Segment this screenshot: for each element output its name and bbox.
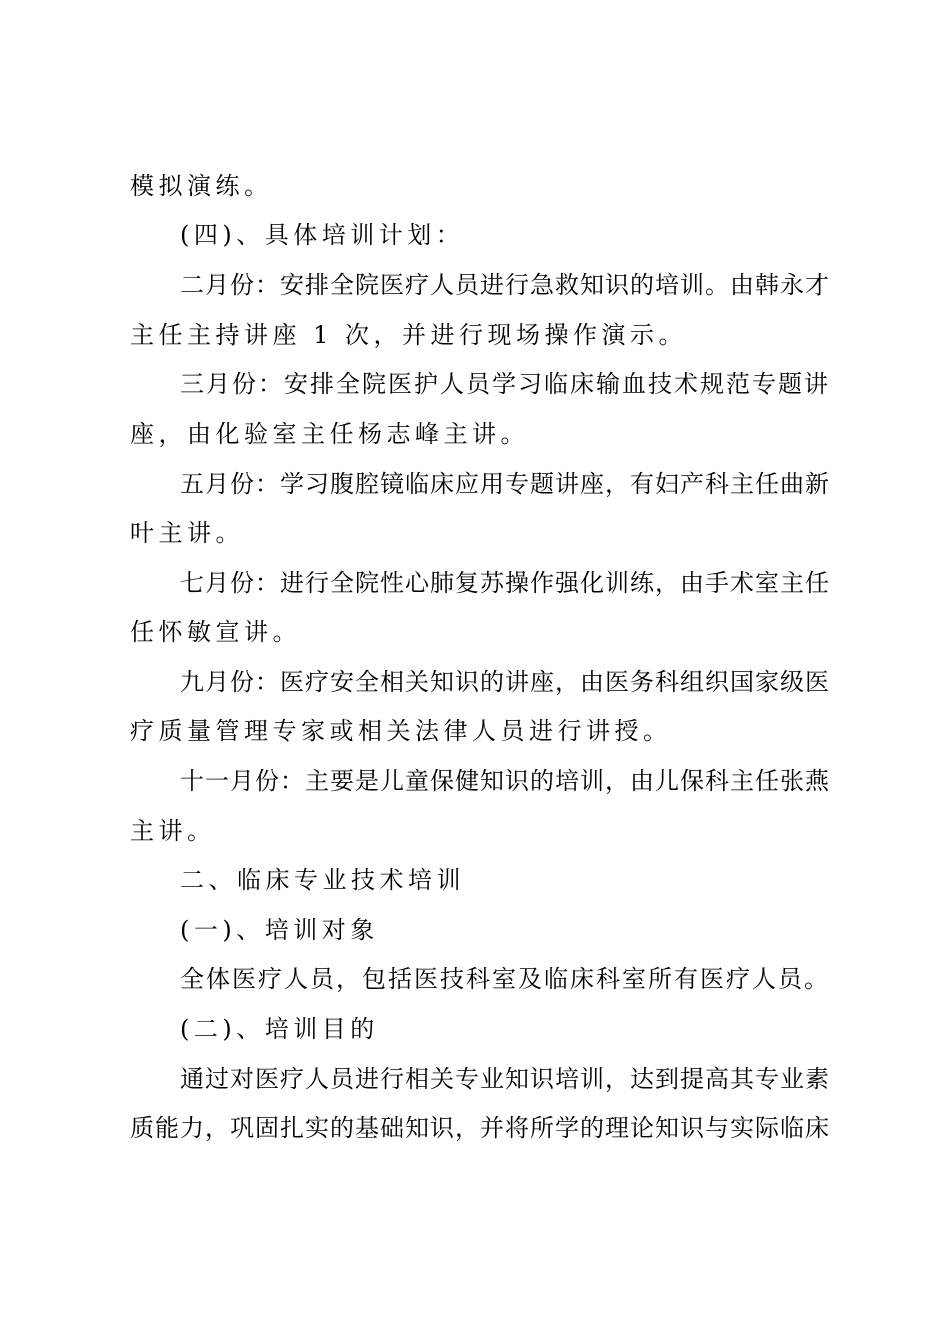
section-heading: (一)、培训对象	[180, 916, 379, 944]
paragraph-line: 座，由化验室主任杨志峰主讲。	[130, 420, 529, 448]
paragraph-line: 十一月份：主要是儿童保健知识的培训，由儿保科主任张燕	[180, 767, 830, 795]
paragraph-line: 主任主持讲座 1 次，并进行现场操作演示。	[130, 321, 688, 349]
paragraph-line: 五月份：学习腹腔镜临床应用专题讲座，有妇产科主任曲新	[180, 470, 830, 498]
section-heading: (二)、培训目的	[180, 1015, 379, 1043]
paragraph-line: 任怀敏宣讲。	[130, 618, 301, 646]
paragraph-line: 疗质量管理专家或相关法律人员进行讲授。	[130, 717, 672, 745]
paragraph-line: 通过对医疗人员进行相关专业知识培训，达到提高其专业素	[180, 1065, 830, 1093]
paragraph-line: 二月份：安排全院医疗人员进行急救知识的培训。由韩永才	[180, 271, 830, 299]
paragraph-line: 全体医疗人员，包括医技科室及临床科室所有医疗人员。	[180, 965, 830, 993]
paragraph-line: 模拟演练。	[130, 172, 273, 200]
section-heading: 二、临床专业技术培训	[180, 866, 465, 894]
paragraph-line: 七月份：进行全院性心肺复苏操作强化训练，由手术室主任	[180, 569, 830, 597]
paragraph-line: 主讲。	[130, 817, 216, 845]
paragraph-line: 三月份：安排全院医护人员学习临床输血技术规范专题讲	[180, 370, 830, 398]
paragraph-line: 叶主讲。	[130, 519, 244, 547]
section-heading: (四)、具体培训计划：	[180, 221, 465, 249]
paragraph-line: 质能力，巩固扎实的基础知识，并将所学的理论知识与实际临床	[130, 1114, 830, 1142]
paragraph-line: 九月份：医疗安全相关知识的讲座，由医务科组织国家级医	[180, 668, 830, 696]
